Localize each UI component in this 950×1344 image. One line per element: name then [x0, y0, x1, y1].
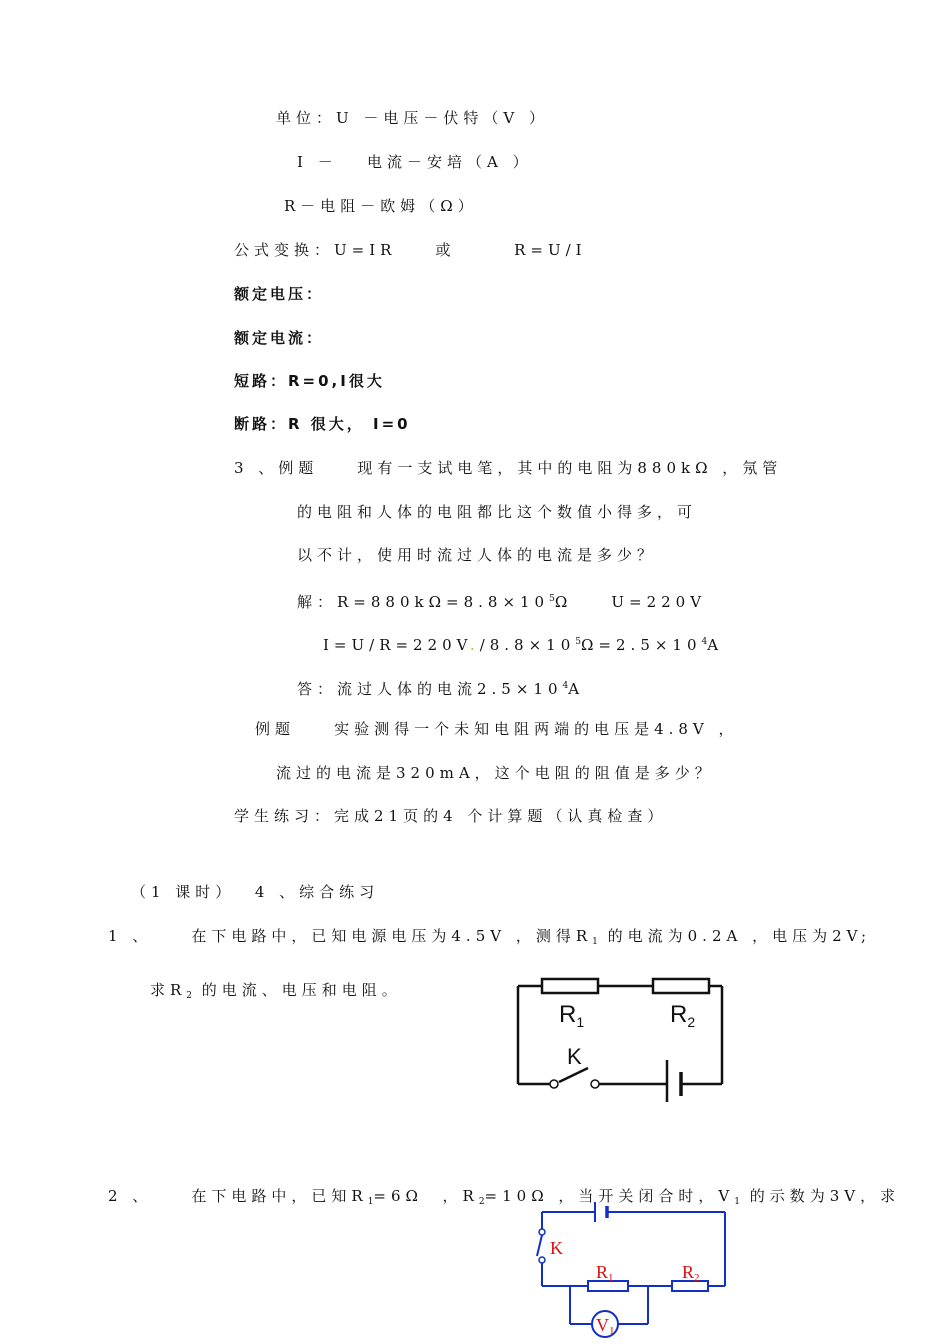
switch-label: K: [567, 1044, 582, 1069]
example-b-line1: 例题 实验测得一个未知电阻两端的电压是4.8V ，: [255, 720, 739, 738]
student-practice: 学生练习：完成21页的4 个计算题（认真检查）: [234, 807, 668, 825]
unit-resistance-line: R－电阻－欧姆（Ω）: [284, 197, 478, 215]
switch-k-label-2: K: [550, 1238, 563, 1258]
unit-current-line: I － 电流－安培（A ）: [297, 153, 533, 171]
formula-transform: 公式变换：U=IR 或 R=U/I: [234, 241, 587, 259]
rated-current: 额定电流：: [234, 329, 325, 347]
example3-line1: 3 、例题 现有一支试电笔，其中的电阻为880kΩ ，氖管: [234, 459, 783, 477]
example3-answer: 答：流过人体的电流$2.5\times 10^4A$: [297, 680, 585, 698]
problem-1-line1: 1 、 在下电路中，已知电源电压为4.5V ，测得$R_1$ 的电流为0.2A ，电压为2V;: [108, 927, 872, 947]
r2-label-2: R2: [682, 1262, 700, 1284]
r1-label: $R_1$: [559, 1001, 585, 1030]
example3-line3: 以不计，使用时流过人体的电流是多少？: [297, 546, 658, 564]
switch-k-2: [537, 1235, 542, 1256]
section-4-heading: （1 课时） 4 、综合练习: [131, 883, 380, 901]
voltmeter-label: V1: [596, 1315, 615, 1337]
example-b-line2: 流过的电流是320mA，这个电阻的阻值是多少？: [276, 764, 715, 782]
problem-1-line2: 求$R_2$ 的电流、电压和电阻。: [150, 981, 402, 1001]
example3-calculation: $I=U/R=220V./8.8\times 10^5\Omega=2.5\times 10^4A$: [323, 636, 724, 654]
circuit-diagram-2: [530, 1200, 730, 1340]
resistor-r1: [542, 979, 598, 993]
rated-voltage: 额定电压：: [234, 285, 325, 303]
switch-k: [559, 1068, 588, 1082]
circuit-diagram-1: [515, 972, 725, 1102]
example3-line2: 的电阻和人体的电阻都比这个数值小得多，可: [297, 503, 698, 521]
switch2-terminal-bottom: [539, 1257, 545, 1263]
switch-terminal-right: [591, 1080, 599, 1088]
open-circuit: 断路：R 很大， I=0: [234, 415, 411, 433]
switch2-terminal-top: [539, 1229, 545, 1235]
example3-solution: 解：$R=880k\Omega=8.8\times 10^5\Omega$ U=220V: [297, 593, 707, 611]
r1-label-2: R1: [596, 1262, 614, 1284]
short-circuit: 短路：R=0,I很大: [234, 372, 385, 390]
switch-terminal-left: [550, 1080, 558, 1088]
unit-voltage-line: 单位：U －电压－伏特（V ）: [276, 109, 550, 127]
r2-label: $R_2$: [670, 1001, 696, 1030]
resistor-r2-2: [672, 1281, 708, 1291]
problem-2-line1: 2 、 在下电路中，已知$R_1=6\Omega$ ，$R_2=10\Omega$ ，当开关闭合时，$V_1$ 的示数为3V，求: [108, 1187, 901, 1207]
resistor-r2: [653, 979, 709, 993]
